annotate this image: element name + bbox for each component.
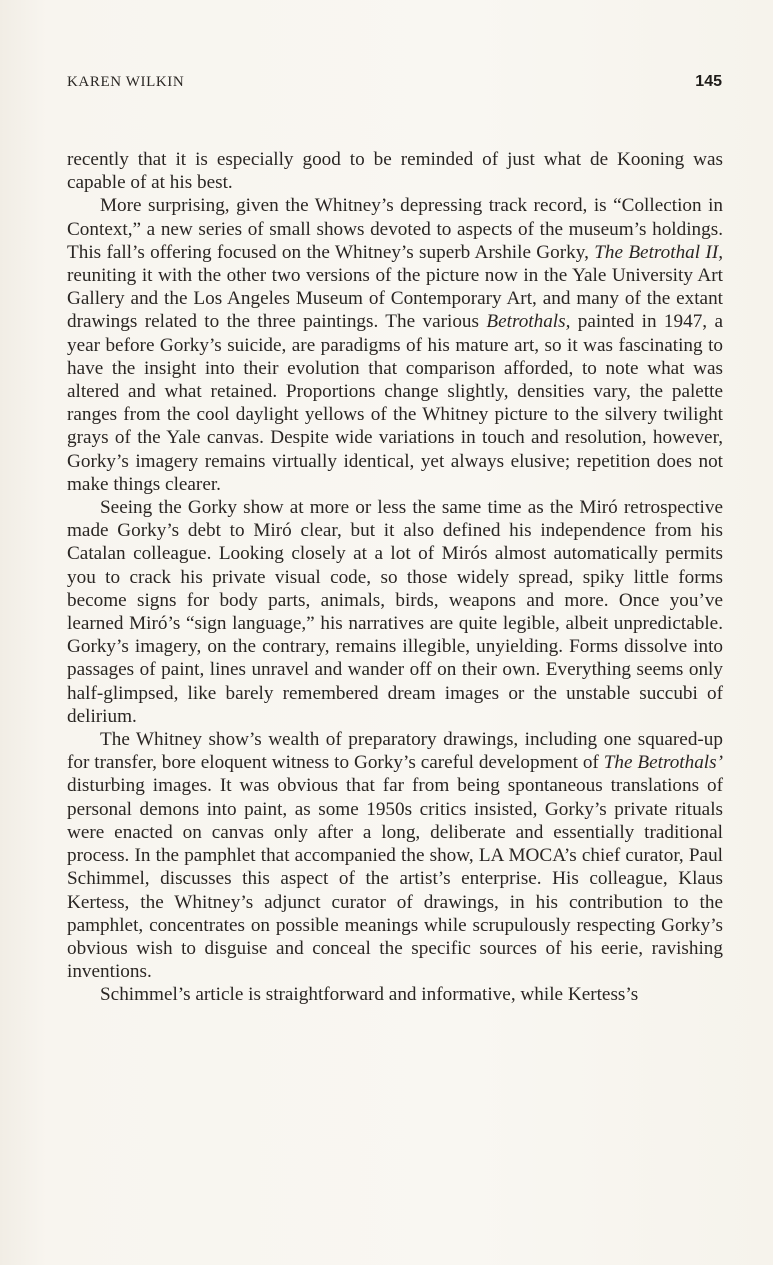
running-head-author: KAREN WILKIN xyxy=(67,74,185,90)
artwork-title-betrothal-ii: The Betrothal II, xyxy=(594,241,724,263)
paragraph-4-text-b: disturbing images. It was obvious that far from being spontaneous translations of personal demons into paint, as some 1950s critics insisted, Gorky’s private rituals were enacted on canvas only after a long, deliberate and essentially traditional process. In the pamphlet that accompanied the show, LA MOCA’s chief curator, Paul Schimmel, discusses this aspect of the artist’s enterprise. His colleague, Klaus Kertess, the Whitney’s adjunct curator of drawings, in his contribution to the pamphlet, concentrates on possible meanings while scrupulously respecting Gorky’s obvious wish to disguise and conceal the specific sources of his eerie, ravishing inventions. xyxy=(67,775,723,983)
paragraph-4-text-a: The Whitney show’s wealth of preparatory drawings, including one squared-up for transfer, bore eloquent witness to Gorky’s careful development of xyxy=(67,729,723,774)
paragraph-2-text-a: More surprising, given the Whitney’s depressing track record, is “Collection in Context,” a new series of small shows devoted to aspects of the museum’s holdings. This fall’s offering focused on the Whitney’s superb Arshile Gorky, xyxy=(67,195,723,263)
article-body xyxy=(67,148,723,1007)
paragraph-2-text-c: painted in 1947, a year before Gorky’s suicide, are paradigms of his mature art, so it was fascinating to have the insight into their evolution that comparison afforded, to note what was altered and what retained. Proportions change slightly, densities vary, the palette ranges from the cool daylight yellows of the Whitney picture to the silvery twilight grays of the Yale canvas. Despite wide variations in touch and resolution, however, Gorky’s imagery remains virtually identical, yet always elusive; repetition does not make things clearer. xyxy=(67,311,723,495)
paragraph-4 xyxy=(67,728,723,983)
paragraph-1: recently that it is especially good to be reminded of just what de Kooning was capable of at his best. xyxy=(67,149,723,194)
paragraph-5: Schimmel’s article is straightforward and informative, while Kertess’s xyxy=(100,984,639,1006)
artwork-title-the-betrothals: The Betrothals’ xyxy=(603,752,723,774)
paragraph-3: Seeing the Gorky show at more or less the same time as the Miró retrospective made Gorky’s debt to Miró clear, but it also defined his independence from his Catalan colleague. Looking closely at a lot of Mirós almost automatically permits you to crack his private visual code, so those widely spread, spiky little forms become signs for body parts, animals, birds, weapons and more. Once you’ve learned Miró’s “sign language,” his narratives are quite legible, albeit unpredictable. Gorky’s imagery, on the contrary, remains illegible, unyielding. Forms dissolve into passages of paint, lines unravel and wander off on their own. Everything seems only half-glimpsed, like barely remembered dream images or the unstable succubi of delirium. xyxy=(67,497,723,727)
paragraph-2 xyxy=(67,194,723,496)
running-head xyxy=(67,74,722,96)
paragraph-2-text-b: reuniting it with the other two versions of the picture now in the Yale University Art Gallery and the Los Angeles Museum of Contemporary Art, and many of the extant drawings related to the three paintings. The various xyxy=(67,265,723,333)
page-number: 145 xyxy=(695,73,722,90)
artwork-title-betrothals: Betrothals, xyxy=(486,311,571,333)
